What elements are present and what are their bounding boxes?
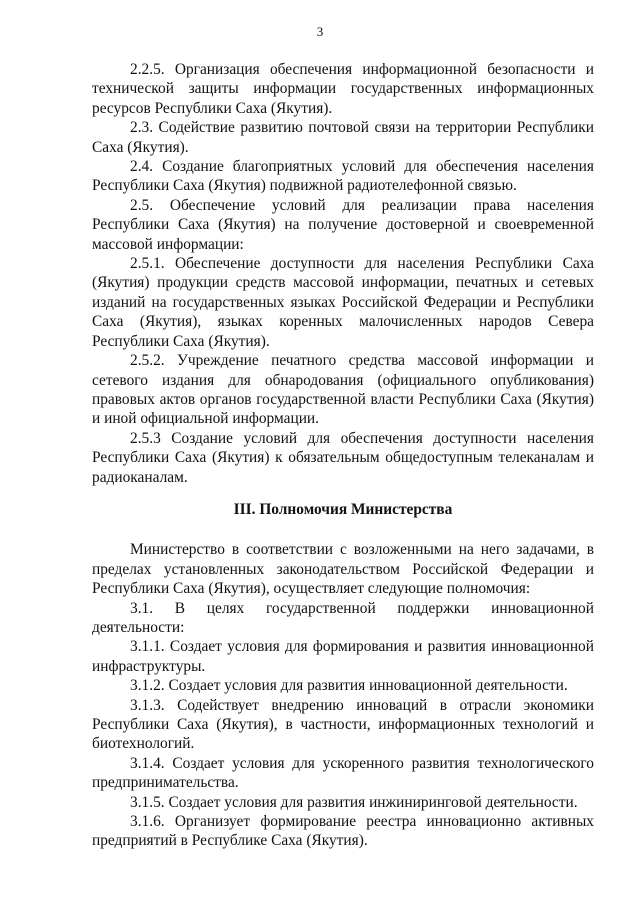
paragraph-3-1-5: 3.1.5. Создает условия для развития инжиниринговой деятельности. [130, 793, 578, 811]
paragraph-intro: Министерство в соответствии с возложенными на него задачами, в пределах установленных законодательством Российской Федерации и Республики Саха (Якутия), осуществляет следующие полномочия: [92, 541, 594, 598]
paragraph-3-1-2: 3.1.2. Создает условия для развития инновационной деятельности. [130, 677, 568, 695]
paragraph-2-2-5: 2.2.5. Организация обеспечения информационной безопасности и технической защиты информации государственных информационных ресурсов Республики Саха (Якутия). [92, 61, 594, 117]
paragraph-2-4: 2.4. Создание благоприятных условий для обеспечения населения Республики Саха (Якутия) подвижной радиотелефонной связью. [92, 158, 594, 195]
paragraph-3-1: 3.1. В целях государственной поддержки инновационной деятельности: [92, 599, 594, 636]
document-body [92, 60, 594, 851]
paragraph-2-5-2: 2.5.2. Учреждение печатного средства массовой информации и сетевого издания для обнародования (официального опубликования) правовых актов органов государственной власти Республики Саха (Якутия) и иной официальной информации. [92, 352, 594, 428]
paragraph-2-5-1: 2.5.1. Обеспечение доступности для населения Республики Саха (Якутия) продукции средств массовой информации, печатных и сетевых изданий на государственных языках Российской Федерации и Республики Саха (Якутия), языках коренных малочисленных народов Севера Республики Саха (Якутия). [92, 255, 594, 350]
paragraph-3-1-6: 3.1.6. Организует формирование реестра инновационно активных предприятий в Республике Саха (Якутия). [92, 813, 594, 850]
paragraph-2-5-3: 2.5.3 Создание условий для обеспечения доступности населения Республики Саха (Якутия) к обязательным общедоступным телеканалам и радиоканалам. [92, 429, 594, 486]
paragraph-2-5: 2.5. Обеспечение условий для реализации права населения Республики Саха (Якутия) на получение достоверной и своевременной массовой информации: [92, 196, 594, 253]
page-number: 3 [316, 24, 324, 39]
paragraph-2-3: 2.3. Содействие развитию почтовой связи на территории Республики Саха (Якутия). [92, 119, 594, 156]
paragraph-3-1-1: 3.1.1. Создает условия для формирования и развития инновационной инфраструктуры. [92, 638, 594, 675]
paragraph-3-1-4: 3.1.4. Создает условия для ускоренного развития технологического предпринимательства. [92, 754, 594, 792]
paragraph-3-1-3: 3.1.3. Содействует внедрению инноваций в отрасли экономики Республики Саха (Якутия), в частности, информационных технологий и биотехнологий. [92, 696, 594, 753]
section-heading: III. Полномочия Министерства [233, 500, 453, 518]
